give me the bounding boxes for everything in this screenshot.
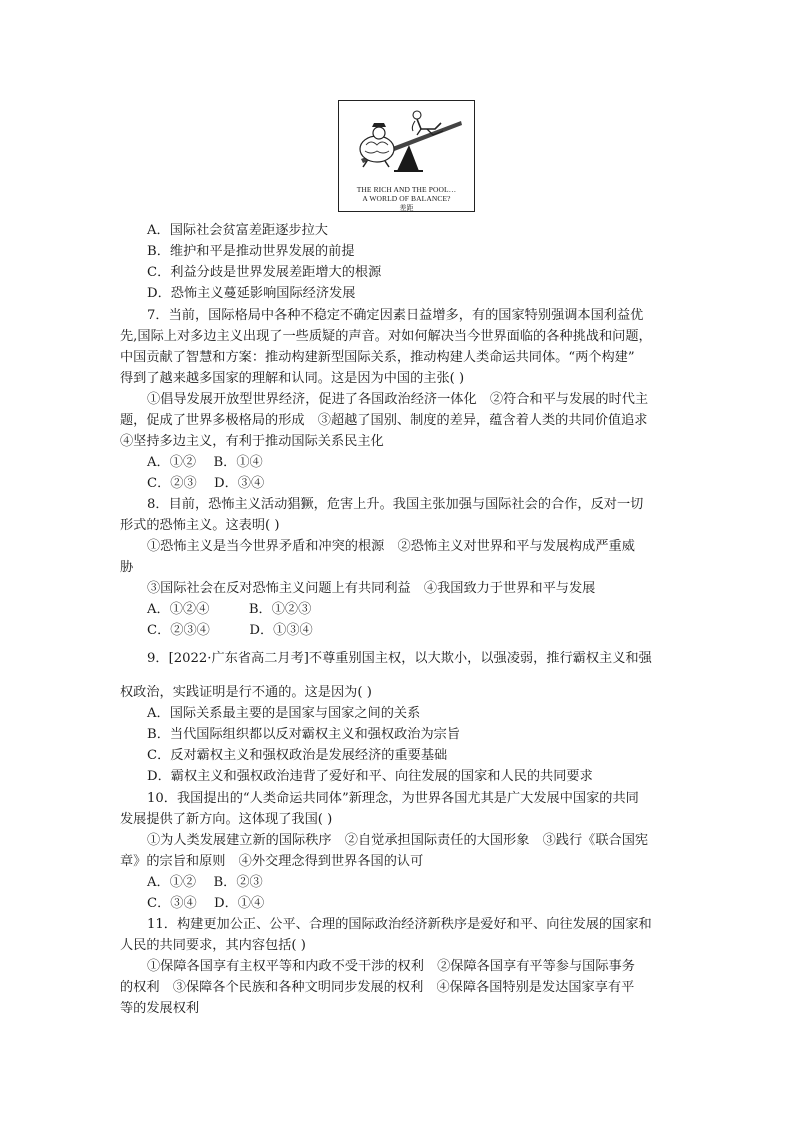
q10-options-ab: A．①② B．②③ — [147, 875, 263, 890]
q6-option-a: A．国际社会贫富差距逐步拉大 — [147, 223, 328, 238]
q7-options-cd: C．②③ D．③④ — [147, 476, 265, 491]
q10-item-line: 章》的宗旨和原则 ④外交理念得到世界各国的认可 — [120, 854, 424, 869]
q8-item-line: 胁 — [120, 560, 134, 575]
q9-stem-line: 9．[2022·广东省高二月考]不尊重别国主权，以大欺小，以强凌弱，推行霸权主义和强 — [147, 651, 652, 666]
q11-stem-line: 11．构建更加公正、公平、合理的国际政治经济新秩序是爱好和平、向往发展的国家和 — [147, 917, 652, 932]
q7-stem-line: 先,国际上对多边主义出现了一些质疑的声音。对如何解决当今世界面临的各种挑战和问题， — [120, 329, 652, 344]
cartoon-figure — [338, 100, 475, 212]
figure-caption-cn: 差距 — [399, 204, 414, 212]
q6-option-b: B．维护和平是推动世界发展的前提 — [147, 244, 355, 259]
q7-stem-line: 得到了越来越多国家的理解和认同。这是因为中国的主张( ) — [120, 371, 465, 386]
q8-options-cd: C．②③④ D．①③④ — [147, 623, 313, 638]
q10-stem-line: 10．我国提出的“人类命运共同体”新理念，为世界各国尤其是广大发展中国家的共同 — [147, 791, 639, 806]
q8-stem-line: 形式的恐怖主义。这表明( ) — [120, 518, 280, 533]
q10-options-cd: C．③④ D．①④ — [147, 896, 265, 911]
q10-item-line: ①为人类发展建立新的国际秩序 ②自觉承担国际责任的大国形象 ③践行《联合国宪 — [147, 833, 649, 848]
q10-stem-line: 发展提供了新方向。这体现了我国( ) — [120, 812, 333, 827]
q7-stem-line: 中国贡献了智慧和方案：推动构建新型国际关系，推动构建人类命运共同体。“两个构建” — [120, 350, 635, 365]
q7-stem-line: 7．当前，国际格局中各种不稳定不确定因素日益增多，有的国家特别强调本国利益优 — [147, 308, 644, 323]
figure-caption-line2: A WORLD OF BALANCE? — [362, 194, 451, 203]
q8-stem-line: 8．目前，恐怖主义活动猖獗，危害上升。我国主张加强与国际社会的合作，反对一切 — [147, 497, 644, 512]
q8-options-ab: A．①②④ B．①②③ — [147, 602, 312, 617]
q9-option-b: B．当代国际组织都以反对霸权主义和强权政治为宗旨 — [147, 727, 461, 742]
q9-option-a: A．国际关系最主要的是国家与国家之间的关系 — [147, 706, 421, 721]
q11-item-line: 等的发展权利 — [120, 1001, 200, 1016]
q7-item-line: 题，促成了世界多极格局的形成 ③超越了国别、制度的差异，蕴含着人类的共同价值追求 — [120, 413, 648, 428]
q6-option-c: C．利益分歧是世界发展差距增大的根源 — [147, 265, 382, 280]
q11-item-line: 的权利 ③保障各个民族和各种文明同步发展的权利 ④保障各国特别是发达国家享有平 — [120, 980, 635, 995]
seesaw-cartoon-icon — [339, 101, 474, 185]
q11-stem-line: 人民的共同要求，其内容包括( ) — [120, 938, 306, 953]
q9-option-d: D．霸权主义和强权政治违背了爱好和平、向往发展的国家和人民的共同要求 — [147, 769, 593, 784]
q7-item-line: ④坚持多边主义，有利于推动国际关系民主化 — [120, 434, 384, 449]
q7-options-ab: A．①② B．①④ — [147, 455, 263, 470]
q7-item-line: ①倡导发展开放型世界经济，促进了各国政治经济一体化 ②符合和平与发展的时代主 — [147, 392, 649, 407]
figure-caption-line1: THE RICH AND THE POOL… — [356, 185, 457, 194]
q8-item-line: ①恐怖主义是当今世界矛盾和冲突的根源 ②恐怖主义对世界和平与发展构成严重威 — [147, 539, 635, 554]
q8-item-line: ③国际社会在反对恐怖主义问题上有共同利益 ④我国致力于世界和平与发展 — [147, 581, 596, 596]
q9-stem-line: 权政治，实践证明是行不通的。这是因为( ) — [120, 685, 372, 700]
q6-option-d: D．恐怖主义蔓延影响国际经济发展 — [147, 286, 356, 301]
q9-option-c: C．反对霸权主义和强权政治是发展经济的重要基础 — [147, 748, 448, 763]
q11-item-line: ①保障各国享有主权平等和内政不受干涉的权利 ②保障各国享有平等参与国际事务 — [147, 959, 635, 974]
